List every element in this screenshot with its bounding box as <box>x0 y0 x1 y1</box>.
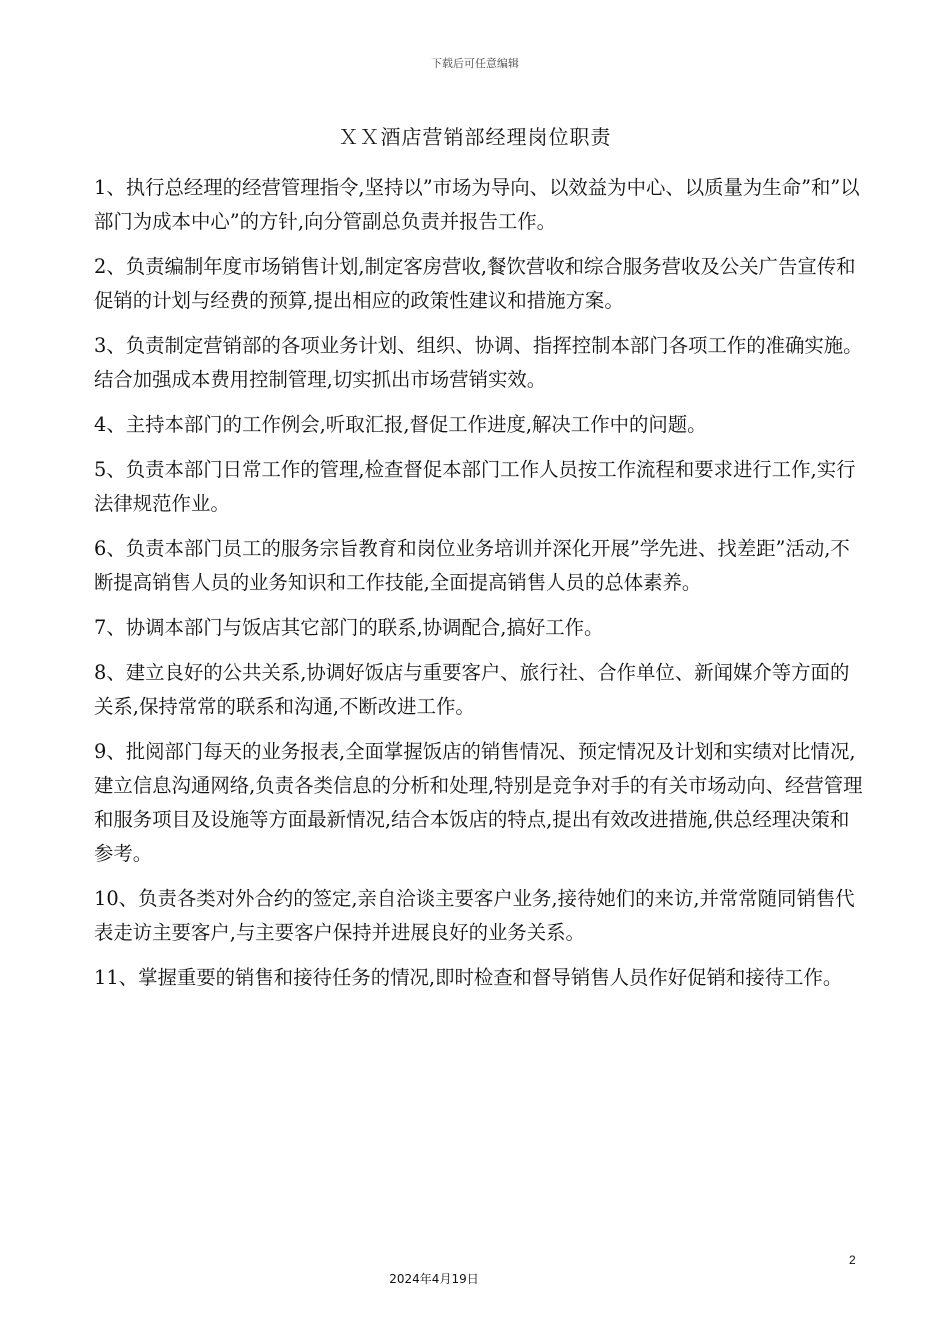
document-body <box>94 171 864 1006</box>
paragraph-8: 8、建立良好的公共关系,协调好饭店与重要客户、旅行社、合作单位、新闻媒介等方面的关系,保持常常的联系和沟通,不断改进工作。 <box>94 661 850 718</box>
paragraph-4: 4、主持本部门的工作例会,听取汇报,督促工作进度,解决工作中的问题。 <box>94 413 707 436</box>
paragraph-11: 11、掌握重要的销售和接待任务的情况,即时检查和督导销售人员作好促销和接待工作。 <box>94 966 843 989</box>
paragraph-7: 7、协调本部门与饭店其它部门的联系,协调配合,搞好工作。 <box>94 616 604 639</box>
paragraph-2: 2、负责编制年度市场销售计划,制定客房营收,餐饮营收和综合服务营收及公关广告宣传和促销的计划与经费的预算,提出相应的政策性建议和措施方案。 <box>94 255 856 312</box>
paragraph-3: 3、负责制定营销部的各项业务计划、组织、协调、指挥控制本部门各项工作的准确实施。结合加强成本费用控制管理,切实抓出市场营销实效。 <box>94 334 863 391</box>
page-number: 2 <box>849 1253 856 1267</box>
document-title: ＸＸ酒店营销部经理岗位职责 <box>338 125 612 149</box>
footer-date: 2024年4月19日 <box>389 1272 479 1286</box>
paragraph-9: 9、批阅部门每天的业务报表,全面掌握饭店的销售情况、预定情况及计划和实绩对比情况,建立信息沟通网络,负责各类信息的分析和处理,特别是竞争对手的有关市场动向、经营管理和服务项目及设施等方面最新情况,结合本饭店的特点,提出有效改进措施,供总经理决策和参考。 <box>94 740 863 865</box>
header-note: 下载后可任意编辑 <box>431 57 519 70</box>
paragraph-1: 1、执行总经理的经营管理指令,坚持以”市场为导向、以效益为中心、以质量为生命”和”以部门为成本中心”的方针,向分管副总负责并报告工作。 <box>94 176 860 233</box>
paragraph-6: 6、负责本部门员工的服务宗旨教育和岗位业务培训并深化开展”学先进、找差距”活动,不断提高销售人员的业务知识和工作技能,全面提高销售人员的总体素养。 <box>94 537 850 594</box>
paragraph-5: 5、负责本部门日常工作的管理,检查督促本部门工作人员按工作流程和要求进行工作,实行法律规范作业。 <box>94 458 856 515</box>
paragraph-10: 10、负责各类对外合约的签定,亲自洽谈主要客户业务,接待她们的来访,并常常随同销售代表走访主要客户,与主要客户保持并进展良好的业务关系。 <box>94 887 855 944</box>
